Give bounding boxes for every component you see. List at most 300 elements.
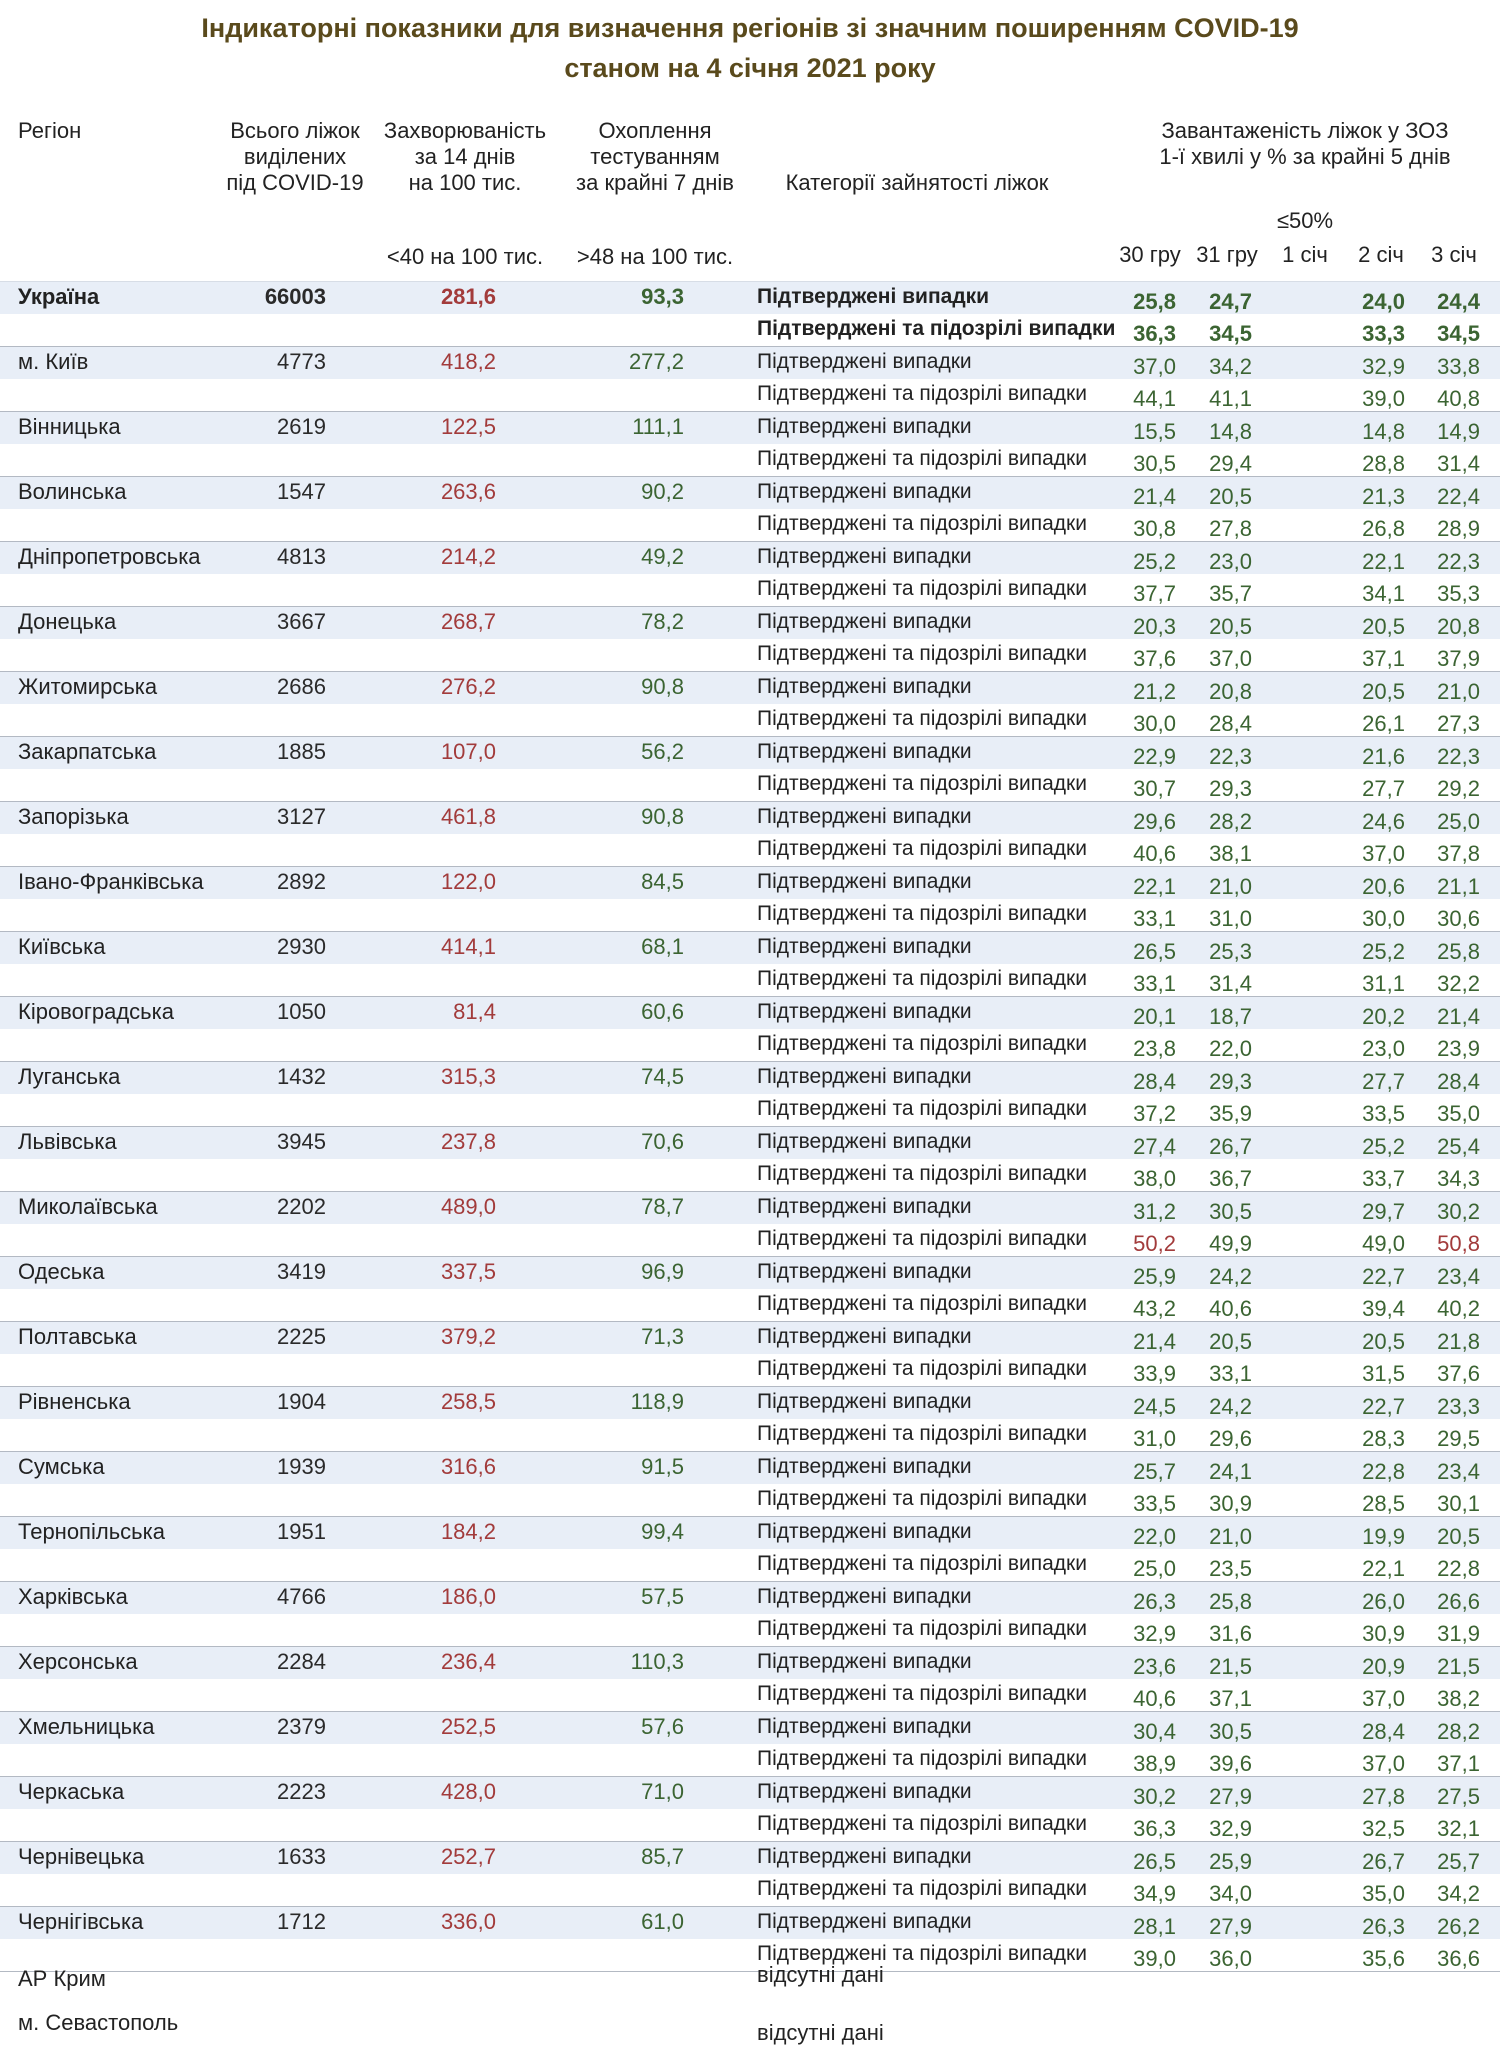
beds-value: 1951 [277, 1519, 326, 1544]
testing-value: 85,7 [641, 1844, 684, 1869]
occupancy-confirmed: 19,9 [1362, 1524, 1405, 1549]
occupancy-suspected: 34,2 [1437, 1881, 1480, 1906]
occupancy-confirmed: 29,6 [1133, 809, 1176, 834]
incidence-value: 107,0 [440, 739, 496, 764]
occupancy-confirmed: 23,3 [1437, 1394, 1480, 1419]
occupancy-confirmed: 20,9 [1362, 1654, 1405, 1679]
occupancy-confirmed: 15,5 [1133, 419, 1176, 444]
testing-value: 60,6 [641, 999, 684, 1024]
occupancy-suspected: 34,9 [1133, 1881, 1176, 1906]
header-testing-line: за крайні 7 днів [576, 170, 734, 195]
occupancy-confirmed: 37,0 [1133, 354, 1176, 379]
occupancy-suspected: 32,9 [1209, 1816, 1252, 1841]
occupancy-confirmed: 21,4 [1133, 484, 1176, 509]
occupancy-suspected: 32,1 [1437, 1816, 1480, 1841]
testing-value: 71,0 [641, 1779, 684, 1804]
occupancy-suspected: 40,6 [1133, 1686, 1176, 1711]
category-suspected: Підтверджені та підозрілі випадки [757, 1097, 1087, 1120]
region-name: Кіровоградська [18, 999, 174, 1024]
region-name: Тернопільська [18, 1519, 165, 1544]
table-row [0, 672, 1500, 737]
header-day-31: 31 гру [1196, 242, 1258, 267]
row-band-suspected [0, 1874, 1500, 1906]
beds-value: 2379 [277, 1714, 326, 1739]
row-band-suspected [0, 1744, 1500, 1776]
occupancy-confirmed: 24,5 [1133, 1394, 1176, 1419]
occupancy-suspected: 30,7 [1133, 776, 1176, 801]
testing-value: 56,2 [641, 739, 684, 764]
beds-value: 3945 [277, 1129, 326, 1154]
occupancy-confirmed: 26,3 [1362, 1914, 1405, 1939]
occupancy-confirmed: 23,0 [1209, 549, 1252, 574]
occupancy-suspected: 36,3 [1133, 321, 1176, 346]
occupancy-confirmed: 30,2 [1133, 1784, 1176, 1809]
table-row [0, 802, 1500, 867]
occupancy-confirmed: 25,2 [1133, 549, 1176, 574]
occupancy-suspected: 49,0 [1362, 1231, 1405, 1256]
occupancy-confirmed: 25,9 [1209, 1849, 1252, 1874]
occupancy-confirmed: 23,4 [1437, 1459, 1480, 1484]
category-suspected: Підтверджені та підозрілі випадки [757, 317, 1116, 340]
row-band-suspected [0, 574, 1500, 606]
category-suspected: Підтверджені та підозрілі випадки [757, 1487, 1087, 1510]
table-row [0, 1842, 1500, 1907]
occupancy-confirmed: 25,9 [1133, 1264, 1176, 1289]
occupancy-confirmed: 25,8 [1133, 289, 1176, 314]
occupancy-confirmed: 20,8 [1437, 614, 1480, 639]
occupancy-confirmed: 25,8 [1209, 1589, 1252, 1614]
category-confirmed: Підтверджені випадки [757, 350, 972, 373]
incidence-value: 237,8 [440, 1129, 496, 1154]
header-beds-line: під COVID-19 [226, 170, 364, 195]
occupancy-confirmed: 18,7 [1209, 1004, 1252, 1029]
category-confirmed: Підтверджені випадки [757, 805, 972, 828]
occupancy-suspected: 38,9 [1133, 1751, 1176, 1776]
occupancy-confirmed: 29,3 [1209, 1069, 1252, 1094]
category-suspected: Підтверджені та підозрілі випадки [757, 1422, 1087, 1445]
occupancy-confirmed: 22,7 [1362, 1394, 1405, 1419]
occupancy-confirmed: 25,2 [1362, 1134, 1405, 1159]
occupancy-confirmed: 20,3 [1133, 614, 1176, 639]
region-name: Україна [18, 284, 100, 309]
category-confirmed: Підтверджені випадки [757, 285, 990, 308]
testing-value: 74,5 [641, 1064, 684, 1089]
category-confirmed: Підтверджені випадки [757, 1000, 972, 1023]
testing-value: 78,2 [641, 609, 684, 634]
table-row [0, 737, 1500, 802]
testing-value: 90,2 [641, 479, 684, 504]
category-suspected: Підтверджені та підозрілі випадки [757, 1227, 1087, 1250]
occupancy-confirmed: 24,6 [1362, 809, 1405, 834]
occupancy-confirmed: 26,5 [1133, 1849, 1176, 1874]
category-confirmed: Підтверджені випадки [757, 1650, 972, 1673]
occupancy-suspected: 40,2 [1437, 1296, 1480, 1321]
region-name: Хмельницька [18, 1714, 155, 1739]
incidence-value: 268,7 [440, 609, 496, 634]
occupancy-suspected: 38,2 [1437, 1686, 1480, 1711]
category-confirmed: Підтверджені випадки [757, 1520, 972, 1543]
beds-value: 1432 [277, 1064, 326, 1089]
missing-note: відсутні дані [757, 2020, 884, 2045]
occupancy-confirmed: 22,4 [1437, 484, 1480, 509]
row-band-suspected [0, 509, 1500, 541]
occupancy-confirmed: 25,4 [1437, 1134, 1480, 1159]
occupancy-confirmed: 21,8 [1437, 1329, 1480, 1354]
occupancy-suspected: 33,1 [1133, 971, 1176, 996]
header-incidence-line: за 14 днів [414, 144, 516, 169]
occupancy-suspected: 37,7 [1133, 581, 1176, 606]
region-name: Луганська [18, 1064, 121, 1089]
testing-value: 68,1 [641, 934, 684, 959]
page-title [0, 8, 1500, 88]
occupancy-confirmed: 23,6 [1133, 1654, 1176, 1679]
occupancy-suspected: 35,3 [1437, 581, 1480, 606]
occupancy-confirmed: 21,6 [1362, 744, 1405, 769]
occupancy-suspected: 44,1 [1133, 386, 1176, 411]
occupancy-confirmed: 26,0 [1362, 1589, 1405, 1614]
occupancy-confirmed: 28,4 [1362, 1719, 1405, 1744]
beds-value: 2225 [277, 1324, 326, 1349]
category-suspected: Підтверджені та підозрілі випадки [757, 512, 1087, 535]
occupancy-suspected: 38,1 [1209, 841, 1252, 866]
region-name: Волинська [18, 479, 127, 504]
table-row [0, 997, 1500, 1062]
incidence-value: 122,5 [440, 414, 496, 439]
occupancy-confirmed: 20,5 [1209, 1329, 1252, 1354]
region-name: Вінницька [18, 414, 121, 439]
occupancy-confirmed: 22,3 [1437, 744, 1480, 769]
occupancy-confirmed: 21,4 [1437, 1004, 1480, 1029]
occupancy-suspected: 36,0 [1209, 1946, 1252, 1971]
occupancy-suspected: 37,6 [1133, 646, 1176, 671]
occupancy-suspected: 29,6 [1209, 1426, 1252, 1451]
testing-value: 118,9 [630, 1389, 684, 1414]
row-band-suspected [0, 1354, 1500, 1386]
incidence-value: 461,8 [440, 804, 496, 829]
title-line-2: станом на 4 січня 2021 року [564, 53, 936, 83]
occupancy-confirmed: 22,8 [1362, 1459, 1405, 1484]
testing-value: 91,5 [641, 1454, 684, 1479]
occupancy-confirmed: 28,2 [1209, 809, 1252, 834]
occupancy-suspected: 27,3 [1437, 711, 1480, 736]
category-confirmed: Підтверджені випадки [757, 1195, 972, 1218]
header-testing-line: Охоплення [598, 118, 712, 143]
header-day-1: 1 січ [1282, 242, 1328, 267]
category-confirmed: Підтверджені випадки [757, 1910, 972, 1933]
occupancy-suspected: 31,1 [1362, 971, 1405, 996]
header-incidence-line: на 100 тис. [408, 170, 522, 195]
row-band-suspected [0, 1029, 1500, 1061]
beds-value: 2686 [277, 674, 326, 699]
occupancy-suspected: 37,0 [1362, 1686, 1405, 1711]
title-line-1: Індикаторні показники для визначення регіонів зі значним поширенням COVID-19 [201, 13, 1299, 43]
beds-value: 1904 [277, 1389, 326, 1414]
table-row [0, 1127, 1500, 1192]
beds-value: 2284 [277, 1649, 326, 1674]
category-suspected: Підтверджені та підозрілі випадки [757, 902, 1087, 925]
occupancy-confirmed: 28,4 [1437, 1069, 1480, 1094]
header-incidence [370, 118, 560, 196]
beds-value: 3667 [277, 609, 326, 634]
category-suspected: Підтверджені та підозрілі випадки [757, 1032, 1087, 1055]
category-confirmed: Підтверджені випадки [757, 1325, 972, 1348]
occupancy-confirmed: 30,5 [1209, 1199, 1252, 1224]
missing-region: м. Севастополь [18, 2010, 179, 2035]
region-name: Чернівецька [18, 1844, 145, 1869]
header-testing [560, 118, 750, 196]
row-band-suspected [0, 899, 1500, 931]
beds-value: 1547 [277, 479, 326, 504]
table-row [0, 282, 1500, 347]
table-row [0, 1322, 1500, 1387]
region-name: Сумська [18, 1454, 105, 1479]
occupancy-suspected: 35,0 [1437, 1101, 1480, 1126]
beds-value: 2892 [277, 869, 326, 894]
testing-value: 57,6 [641, 1714, 684, 1739]
occupancy-confirmed: 32,9 [1362, 354, 1405, 379]
occupancy-confirmed: 20,2 [1362, 1004, 1405, 1029]
occupancy-suspected: 31,0 [1209, 906, 1252, 931]
header-incidence-line: Захворюваність [383, 118, 547, 143]
category-confirmed: Підтверджені випадки [757, 545, 972, 568]
beds-value: 2619 [277, 414, 326, 439]
occupancy-suspected: 40,6 [1133, 841, 1176, 866]
table-row [0, 607, 1500, 672]
occupancy-confirmed: 20,8 [1209, 679, 1252, 704]
occupancy-suspected: 28,8 [1362, 451, 1405, 476]
beds-value: 66003 [264, 284, 326, 309]
occupancy-confirmed: 27,8 [1362, 1784, 1405, 1809]
row-band-suspected [0, 834, 1500, 866]
incidence-value: 489,0 [440, 1194, 496, 1219]
occupancy-suspected: 37,1 [1362, 646, 1405, 671]
occupancy-confirmed: 21,0 [1209, 874, 1252, 899]
table-row [0, 477, 1500, 542]
occupancy-suspected: 33,1 [1209, 1361, 1252, 1386]
occupancy-suspected: 36,6 [1437, 1946, 1480, 1971]
occupancy-confirmed: 27,9 [1209, 1784, 1252, 1809]
incidence-value: 263,6 [440, 479, 496, 504]
region-name: Дніпропетровська [18, 544, 201, 569]
occupancy-confirmed: 25,7 [1133, 1459, 1176, 1484]
occupancy-suspected: 26,8 [1362, 516, 1405, 541]
testing-value: 99,4 [641, 1519, 684, 1544]
occupancy-suspected: 30,1 [1437, 1491, 1480, 1516]
occupancy-suspected: 32,2 [1437, 971, 1480, 996]
header-beds-line: Всього ліжок [230, 118, 360, 143]
occupancy-suspected: 28,5 [1362, 1491, 1405, 1516]
incidence-value: 236,4 [440, 1649, 496, 1674]
header-occupancy [1120, 118, 1490, 170]
incidence-value: 418,2 [440, 349, 496, 374]
occupancy-suspected: 37,0 [1362, 841, 1405, 866]
region-name: Харківська [18, 1584, 128, 1609]
row-band-suspected [0, 1809, 1500, 1841]
category-suspected: Підтверджені та підозрілі випадки [757, 447, 1087, 470]
occupancy-suspected: 38,0 [1133, 1166, 1176, 1191]
incidence-value: 252,5 [440, 1714, 496, 1739]
occupancy-confirmed: 24,1 [1209, 1459, 1252, 1484]
occupancy-suspected: 37,0 [1209, 646, 1252, 671]
row-band-suspected [0, 704, 1500, 736]
occupancy-suspected: 28,3 [1362, 1426, 1405, 1451]
testing-value: 49,2 [641, 544, 684, 569]
row-band-suspected [0, 1224, 1500, 1256]
occupancy-suspected: 31,9 [1437, 1621, 1480, 1646]
occupancy-confirmed: 21,0 [1437, 679, 1480, 704]
occupancy-suspected: 34,5 [1209, 321, 1252, 346]
occupancy-confirmed: 24,2 [1209, 1394, 1252, 1419]
occupancy-suspected: 39,6 [1209, 1751, 1252, 1776]
testing-value: 57,5 [641, 1584, 684, 1609]
occupancy-suspected: 26,1 [1362, 711, 1405, 736]
incidence-value: 184,2 [440, 1519, 496, 1544]
occupancy-confirmed: 20,5 [1209, 614, 1252, 639]
data-table [0, 282, 1500, 1972]
row-band-suspected [0, 1094, 1500, 1126]
category-confirmed: Підтверджені випадки [757, 1780, 972, 1803]
testing-value: 277,2 [628, 349, 684, 374]
occupancy-suspected: 31,4 [1209, 971, 1252, 996]
header-beds-line: виділених [243, 144, 347, 169]
occupancy-suspected: 30,5 [1133, 451, 1176, 476]
beds-value: 4813 [277, 544, 326, 569]
occupancy-confirmed: 22,1 [1133, 874, 1176, 899]
region-name: Миколаївська [18, 1194, 158, 1219]
category-confirmed: Підтверджені випадки [757, 610, 972, 633]
occupancy-confirmed: 21,5 [1437, 1654, 1480, 1679]
testing-value: 61,0 [641, 1909, 684, 1934]
occupancy-suspected: 36,3 [1133, 1816, 1176, 1841]
occupancy-confirmed: 22,1 [1362, 549, 1405, 574]
category-suspected: Підтверджені та підозрілі випадки [757, 1292, 1087, 1315]
header-day-3: 3 січ [1431, 242, 1477, 267]
occupancy-confirmed: 28,1 [1133, 1914, 1176, 1939]
occupancy-suspected: 30,0 [1362, 906, 1405, 931]
occupancy-suspected: 31,0 [1133, 1426, 1176, 1451]
incidence-value: 379,2 [440, 1324, 496, 1349]
row-band-suspected [0, 1484, 1500, 1516]
category-confirmed: Підтверджені випадки [757, 1845, 972, 1868]
category-suspected: Підтверджені та підозрілі випадки [757, 707, 1087, 730]
occupancy-confirmed: 26,7 [1362, 1849, 1405, 1874]
occupancy-confirmed: 21,1 [1437, 874, 1480, 899]
header-day-30: 30 гру [1119, 242, 1181, 267]
occupancy-suspected: 34,5 [1437, 321, 1480, 346]
occupancy-suspected: 29,2 [1437, 776, 1480, 801]
header-occupancy-line: Завантаженість ліжок у ЗОЗ [1161, 118, 1449, 143]
occupancy-confirmed: 20,5 [1209, 484, 1252, 509]
occupancy-confirmed: 28,2 [1437, 1719, 1480, 1744]
occupancy-suspected: 22,0 [1209, 1036, 1252, 1061]
incidence-value: 414,1 [440, 934, 496, 959]
incidence-value: 428,0 [440, 1779, 496, 1804]
incidence-value: 276,2 [440, 674, 496, 699]
occupancy-suspected: 35,0 [1362, 1881, 1405, 1906]
testing-value: 93,3 [641, 284, 684, 309]
occupancy-confirmed: 21,2 [1133, 679, 1176, 704]
incidence-value: 252,7 [440, 1844, 496, 1869]
region-name: Київська [18, 934, 106, 959]
row-band-suspected [0, 1939, 1500, 1971]
occupancy-confirmed: 30,2 [1437, 1199, 1480, 1224]
category-confirmed: Підтверджені випадки [757, 935, 972, 958]
occupancy-suspected: 25,0 [1133, 1556, 1176, 1581]
occupancy-confirmed: 20,5 [1362, 679, 1405, 704]
occupancy-suspected: 22,8 [1437, 1556, 1480, 1581]
category-suspected: Підтверджені та підозрілі випадки [757, 1942, 1087, 1965]
category-suspected: Підтверджені та підозрілі випадки [757, 1682, 1087, 1705]
occupancy-suspected: 30,0 [1133, 711, 1176, 736]
occupancy-suspected: 39,4 [1362, 1296, 1405, 1321]
category-confirmed: Підтверджені випадки [757, 1715, 972, 1738]
region-name: м. Київ [18, 349, 89, 374]
incidence-value: 281,6 [440, 284, 496, 309]
occupancy-suspected: 35,6 [1362, 1946, 1405, 1971]
header-category: Категорії зайнятості ліжок [785, 170, 1049, 195]
occupancy-suspected: 37,0 [1362, 1751, 1405, 1776]
beds-value: 3127 [277, 804, 326, 829]
occupancy-confirmed: 28,4 [1133, 1069, 1176, 1094]
table-row [0, 1582, 1500, 1647]
occupancy-confirmed: 25,7 [1437, 1849, 1480, 1874]
occupancy-confirmed: 24,7 [1209, 289, 1252, 314]
incidence-value: 337,5 [440, 1259, 496, 1284]
occupancy-suspected: 33,7 [1362, 1166, 1405, 1191]
occupancy-suspected: 30,9 [1362, 1621, 1405, 1646]
category-suspected: Підтверджені та підозрілі випадки [757, 1747, 1087, 1770]
category-confirmed: Підтверджені випадки [757, 1390, 972, 1413]
header-occupancy-threshold: ≤50% [1276, 208, 1334, 233]
header-testing-threshold: >48 на 100 тис. [576, 244, 734, 269]
category-suspected: Підтверджені та підозрілі випадки [757, 382, 1087, 405]
incidence-value: 316,6 [440, 1454, 496, 1479]
row-band-suspected [0, 379, 1500, 411]
occupancy-confirmed: 20,5 [1437, 1524, 1480, 1549]
row-band-suspected [0, 1679, 1500, 1711]
row-band-suspected [0, 314, 1500, 346]
incidence-value: 186,0 [440, 1584, 496, 1609]
occupancy-confirmed: 27,5 [1437, 1784, 1480, 1809]
occupancy-suspected: 37,1 [1209, 1686, 1252, 1711]
occupancy-suspected: 27,8 [1209, 516, 1252, 541]
occupancy-confirmed: 14,8 [1362, 419, 1405, 444]
occupancy-suspected: 33,1 [1133, 906, 1176, 931]
occupancy-suspected: 34,1 [1362, 581, 1405, 606]
region-name: Закарпатська [18, 739, 157, 764]
occupancy-confirmed: 21,5 [1209, 1654, 1252, 1679]
region-name: Львівська [18, 1129, 117, 1154]
occupancy-suspected: 29,4 [1209, 451, 1252, 476]
header-beds [205, 118, 385, 196]
category-suspected: Підтверджені та підозрілі випадки [757, 1877, 1087, 1900]
occupancy-suspected: 37,8 [1437, 841, 1480, 866]
category-suspected: Підтверджені та підозрілі випадки [757, 1617, 1087, 1640]
category-confirmed: Підтверджені випадки [757, 1130, 972, 1153]
incidence-value: 315,3 [440, 1064, 496, 1089]
table-row [0, 1907, 1500, 1972]
testing-value: 96,9 [641, 1259, 684, 1284]
beds-value: 1633 [277, 1844, 326, 1869]
occupancy-confirmed: 20,6 [1362, 874, 1405, 899]
occupancy-suspected: 36,7 [1209, 1166, 1252, 1191]
category-suspected: Підтверджені та підозрілі випадки [757, 967, 1087, 990]
occupancy-confirmed: 25,3 [1209, 939, 1252, 964]
testing-value: 71,3 [641, 1324, 684, 1349]
occupancy-confirmed: 20,1 [1133, 1004, 1176, 1029]
category-confirmed: Підтверджені випадки [757, 1455, 972, 1478]
occupancy-confirmed: 30,4 [1133, 1719, 1176, 1744]
